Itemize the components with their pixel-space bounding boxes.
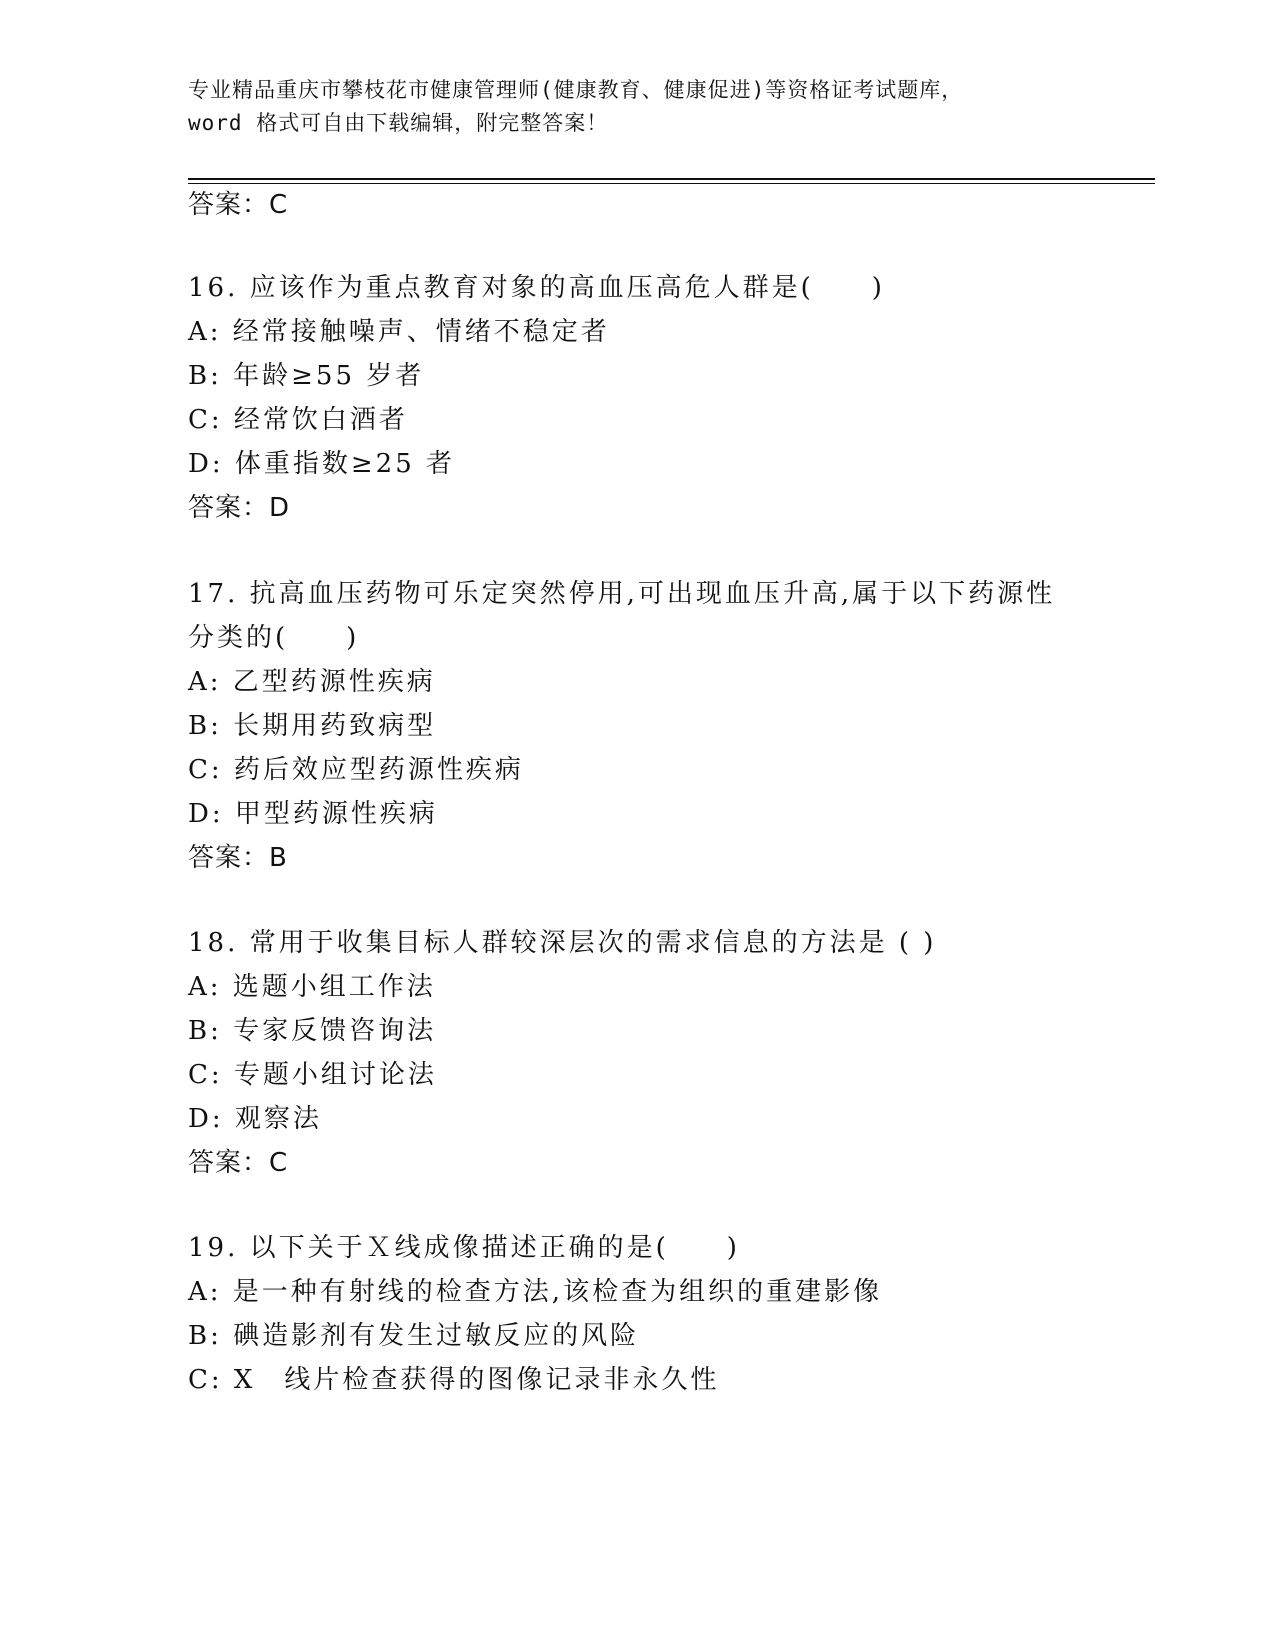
question-16-option-a: A: 经常接触噪声、情绪不稳定者: [188, 317, 610, 347]
question-16-answer: 答案：D: [188, 493, 291, 523]
question-17-answer: 答案：B: [188, 843, 288, 873]
header-title-line-1: 专业精品重庆市攀枝花市健康管理师(健康教育、健康促进)等资格证考试题库，: [188, 78, 964, 102]
question-16-option-c: C: 经常饮白酒者: [188, 405, 408, 435]
question-16-option-b: B: 年龄≥55 岁者: [188, 361, 425, 391]
question-19-stem: 19. 以下关于Ｘ线成像描述正确的是( ): [188, 1233, 740, 1263]
question-16-stem: 16. 应该作为重点教育对象的高血压高危人群是( ): [188, 273, 885, 303]
question-18-option-d: D: 观察法: [188, 1104, 322, 1134]
header-title-line-2: word 格式可自由下载编辑，附完整答案！: [188, 111, 609, 135]
question-19-option-b: B: 碘造影剂有发生过敏反应的风险: [188, 1321, 640, 1351]
question-17-option-d: D: 甲型药源性疾病: [188, 799, 438, 829]
question-18-option-c: C: 专题小组讨论法: [188, 1060, 437, 1090]
question-17-stem-line-1: 17. 抗高血压药物可乐定突然停用,可出现血压升高,属于以下药源性: [188, 579, 1056, 609]
question-18-stem: 18. 常用于收集目标人群较深层次的需求信息的方法是 ( ): [188, 928, 937, 958]
header-divider-thick: [188, 178, 1155, 180]
question-17-option-c: C: 药后效应型药源性疾病: [188, 755, 524, 785]
document-header: [188, 74, 1088, 140]
question-18-option-a: A: 选题小组工作法: [188, 972, 436, 1002]
question-18-option-b: B: 专家反馈咨询法: [188, 1016, 437, 1046]
question-19-option-c: C: X 线片检查获得的图像记录非永久性: [188, 1365, 720, 1395]
question-18-answer: 答案：C: [188, 1148, 289, 1178]
answer-15: 答案：C: [188, 190, 289, 220]
header-divider-thin: [188, 183, 1155, 184]
question-17-option-a: A: 乙型药源性疾病: [188, 667, 436, 697]
question-19-option-a: A: 是一种有射线的检查方法,该检查为组织的重建影像: [188, 1277, 883, 1307]
question-17-stem-line-2: 分类的( ): [188, 623, 360, 653]
question-16-option-d: D: 体重指数≥25 者: [188, 449, 456, 479]
question-17-option-b: B: 长期用药致病型: [188, 711, 437, 741]
